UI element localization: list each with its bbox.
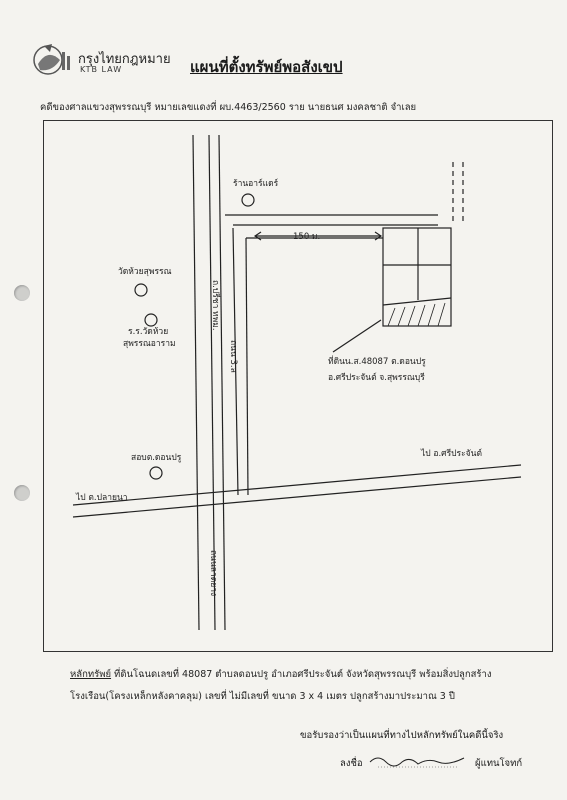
main-road-right-edge-2 [219, 135, 225, 630]
certification-text: ขอรับรองว่าเป็นแผนที่ทางไปหลักทรัพย์ในคดีนี้จริง [300, 730, 504, 741]
distance-label: 150 ม. [293, 232, 321, 242]
signer-role: ผู้แทนโจทก์ [475, 758, 523, 769]
main-road-left-edge [193, 135, 199, 630]
school-label-2: สุพรรณอาราม [123, 339, 176, 349]
property-description [70, 664, 540, 708]
temple-label: วัดห้วยสุพรรณ [118, 267, 172, 277]
school-label-1: ร.ร.วัดห้วย [128, 327, 169, 337]
property-pointer [333, 320, 381, 352]
description-label: หลักทรัพย์ [70, 669, 112, 680]
road-bottom-label: ถนนลาดยาง [208, 550, 218, 597]
store-label: ร้านอาร์แดร์ [233, 179, 279, 189]
main-road-label: ถ.ปรีชา ทพม. [210, 280, 220, 331]
property-label-2: อ.ศรีประจันต์ จ.สุพรรณบุรี [328, 373, 425, 383]
property-map [43, 120, 553, 652]
cross-road-bottom [73, 477, 521, 517]
signature-scribble [368, 752, 468, 770]
side-road-right [246, 238, 248, 495]
office-marker [150, 467, 162, 479]
logo-subtitle: KTB LAW [80, 65, 123, 74]
signature-label: ลงชื่อ [340, 758, 363, 769]
case-line: คดีของศาลแขวงสุพรรณบุรี หมายเลขแดงที่ ผบ.4463/2560 ราย นายธนศ มงคลชาติ จำเลย [40, 102, 417, 113]
side-road-label: ถนน 3.ล [228, 340, 238, 373]
road-right-label: ไป อ.ศรีประจันต์ [421, 449, 482, 459]
description-line-2: โรงเรือน(โครงเหล็กหลังคาคลุม) เลขที่ ไม่มีเลขที่ ขนาด 3 x 4 เมตร ปลูกสร้างมาประมาณ 3 ปี [70, 691, 455, 702]
school-marker [145, 314, 157, 326]
logo-name: กรุงไทยกฎหมาย [78, 52, 171, 67]
description-line-1: หลักทรัพย์ ที่ดินโฉนดเลขที่ 48087 ตำบลดอนปรู อำเภอศรีประจันต์ จังหวัดสุพรรณบุรี พร้อมสิ่งปลูกสร้าง [70, 669, 492, 680]
office-label: สอบต.ดอนปรู [131, 453, 182, 463]
punch-hole-bottom [14, 485, 30, 501]
property-label-1: ที่ดินน.ส.48087 ต.ดอนปรู [328, 357, 426, 367]
ktb-law-logo-icon [30, 42, 76, 80]
road-left-label: ไป ต.ปลายนา [76, 493, 128, 503]
temple-marker [135, 284, 147, 296]
punch-hole-top [14, 285, 30, 301]
cross-road-top [73, 465, 521, 505]
store-marker [242, 194, 254, 206]
page-title: แผนที่ตั้งทรัพย์พอสังเขป [190, 58, 343, 76]
property-block [383, 228, 451, 326]
